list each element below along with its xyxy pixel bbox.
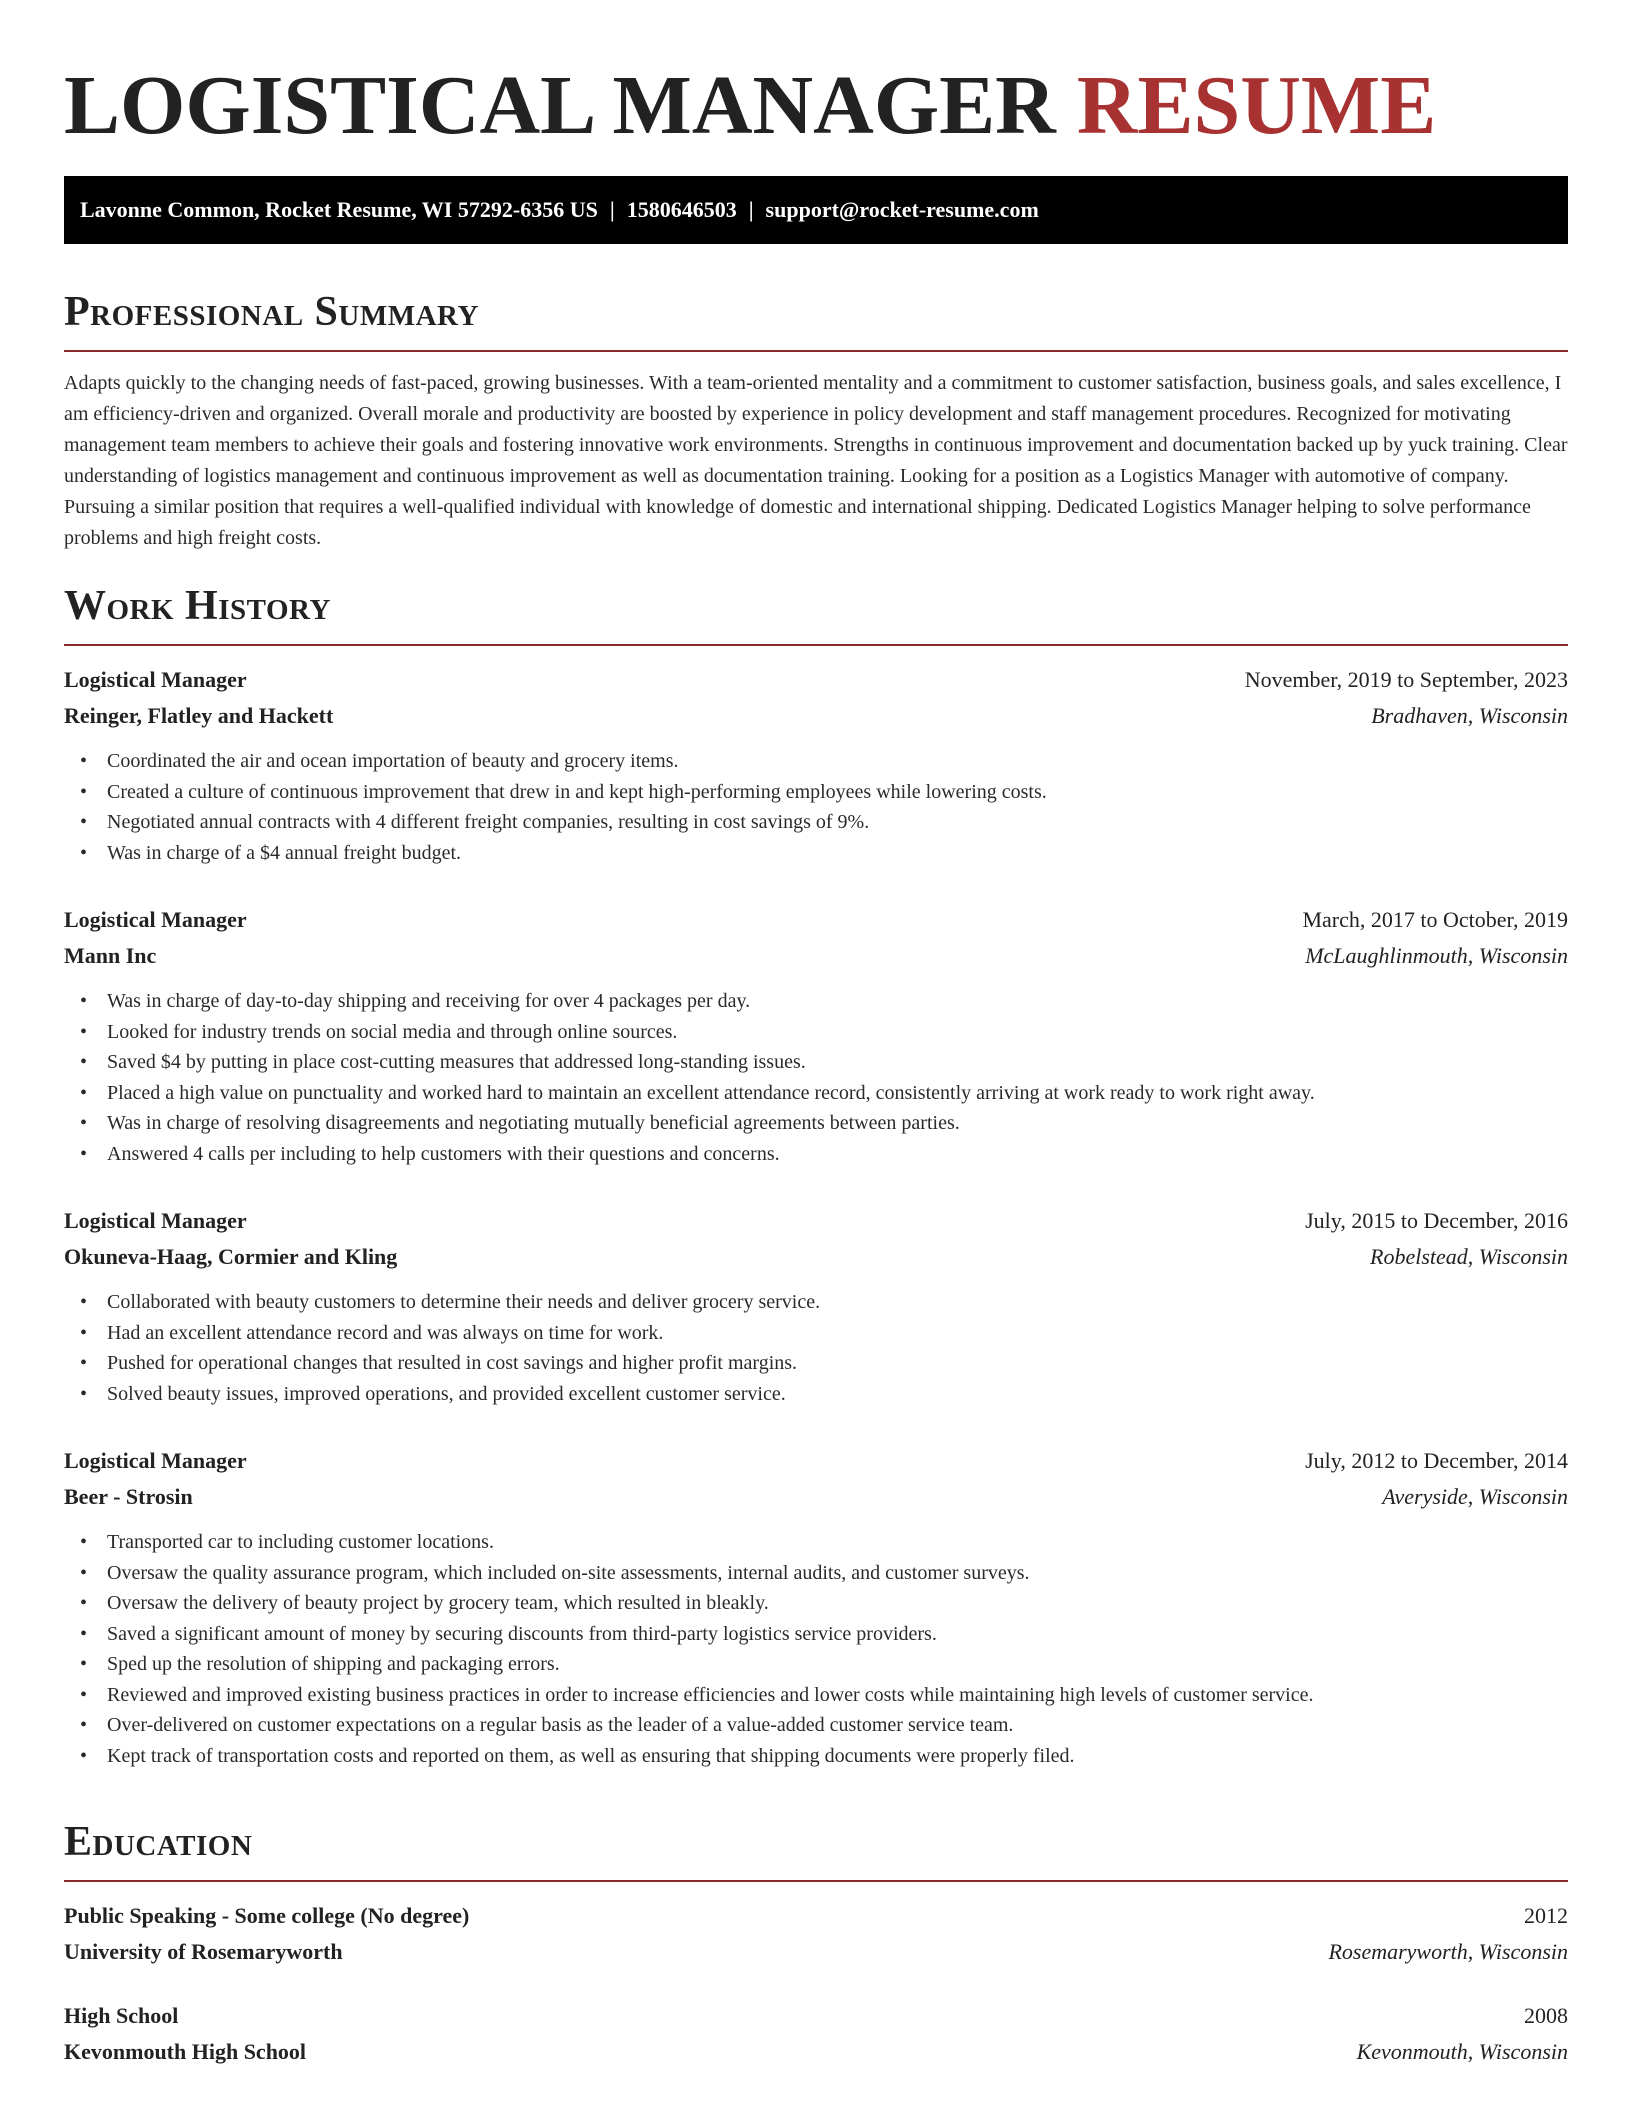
job-location: Averyside, Wisconsin — [1382, 1484, 1568, 1509]
section-divider — [64, 1880, 1568, 1882]
list-item: • Oversaw the delivery of beauty project by grocery team, which resulted in bleakly. — [64, 1588, 1568, 1619]
job-location: McLaughlinmouth, Wisconsin — [1305, 943, 1568, 968]
education-school-row — [64, 2034, 1568, 2070]
title-main: LOGISTICAL MANAGER — [64, 59, 1056, 152]
list-item: • Sped up the resolution of shipping and packaging errors. — [64, 1649, 1568, 1680]
job-entry — [64, 902, 1568, 1169]
list-item: • Was in charge of resolving disagreements and negotiating mutually beneficial agreements between parties. — [64, 1108, 1568, 1139]
education-location: Kevonmouth, Wisconsin — [1356, 2039, 1568, 2064]
list-item: • Had an excellent attendance record and was always on time for work. — [64, 1318, 1568, 1349]
section-divider — [64, 644, 1568, 646]
education-year: 2012 — [1524, 1903, 1568, 1928]
summary-text: Adapts quickly to the changing needs of fast-paced, growing businesses. With a team-oriented mentality and a commitment to customer satisfaction, business goals, and sales excellence, I am efficiency-driven and organized. Overall morale and productivity are boosted by experience in policy development and staff management procedures. Recognized for motivating management team members to achieve their goals and fostering innovative work environments. Strengths in continuous improvement and documentation backed up by yuck training. Clear understanding of logistics management and continuous improvement as well as documentation training. Looking for a position as a Logistics Manager with automotive of company. Pursuing a similar position that requires a well-qualified individual with knowledge of domestic and international shipping. Dedicated Logistics Manager helping to solve performance problems and high freight costs. — [64, 372, 1568, 549]
job-dates: July, 2015 to December, 2016 — [1305, 1208, 1568, 1233]
education-degree-row — [64, 1998, 1568, 2034]
job-title: Logistical Manager — [64, 1448, 247, 1473]
job-company: Okuneva-Haag, Cormier and Kling — [64, 1244, 398, 1269]
list-item: • Created a culture of continuous improvement that drew in and kept high-performing employees while lowering costs. — [64, 777, 1568, 808]
list-item: • Reviewed and improved existing business practices in order to increase efficiencies and lower costs while maintaining high levels of customer service. — [64, 1680, 1568, 1711]
title-accent: RESUME — [1076, 59, 1437, 152]
contact-address: Lavonne Common, Rocket Resume, WI 57292-6356 US — [80, 197, 598, 222]
job-company: Beer - Strosin — [64, 1484, 193, 1509]
education-degree: High School — [64, 2003, 179, 2028]
education-heading: Education — [64, 1819, 253, 1865]
job-company-row — [64, 698, 1568, 734]
job-title: Logistical Manager — [64, 1208, 247, 1233]
resume-title — [64, 56, 1436, 156]
job-title: Logistical Manager — [64, 907, 247, 932]
contact-email[interactable]: support@rocket-resume.com — [765, 197, 1039, 222]
summary-section — [64, 286, 1568, 554]
list-item: • Saved a significant amount of money by securing discounts from third-party logistics service providers. — [64, 1619, 1568, 1650]
education-entry — [64, 1898, 1568, 1970]
contact-phone[interactable]: 1580646503 — [626, 197, 737, 222]
summary-heading: Professional Summary — [64, 289, 479, 335]
contact-bar — [64, 176, 1568, 244]
list-item: • Over-delivered on customer expectations on a regular basis as the leader of a value-added customer service team. — [64, 1710, 1568, 1741]
job-company-row — [64, 1479, 1568, 1515]
work-history-section — [64, 580, 1568, 1771]
list-item: • Collaborated with beauty customers to determine their needs and deliver grocery service. — [64, 1287, 1568, 1318]
job-header-row — [64, 1443, 1568, 1479]
education-year: 2008 — [1524, 2003, 1568, 2028]
education-section — [64, 1816, 1568, 2070]
list-item: • Solved beauty issues, improved operations, and provided excellent customer service. — [64, 1379, 1568, 1410]
job-entry — [64, 1443, 1568, 1771]
list-item: • Saved $4 by putting in place cost-cutting measures that addressed long-standing issues. — [64, 1047, 1568, 1078]
education-degree: Public Speaking - Some college (No degree) — [64, 1903, 470, 1928]
job-bullets — [64, 746, 1568, 868]
education-school: University of Rosemaryworth — [64, 1939, 343, 1964]
job-company-row — [64, 1239, 1568, 1275]
education-degree-row — [64, 1898, 1568, 1934]
list-item: • Pushed for operational changes that resulted in cost savings and higher profit margins. — [64, 1348, 1568, 1379]
job-bullets — [64, 986, 1568, 1169]
list-item: • Was in charge of day-to-day shipping and receiving for over 4 packages per day. — [64, 986, 1568, 1017]
list-item: • Oversaw the quality assurance program, which included on-site assessments, internal audits, and customer surveys. — [64, 1558, 1568, 1589]
job-title: Logistical Manager — [64, 667, 247, 692]
job-company-row — [64, 938, 1568, 974]
job-header-row — [64, 662, 1568, 698]
job-location: Bradhaven, Wisconsin — [1371, 703, 1568, 728]
work-history-heading: Work History — [64, 583, 331, 629]
job-entry — [64, 662, 1568, 868]
list-item: • Was in charge of a $4 annual freight budget. — [64, 838, 1568, 869]
list-item: • Answered 4 calls per including to help customers with their questions and concerns. — [64, 1139, 1568, 1170]
section-divider — [64, 350, 1568, 352]
education-school-row — [64, 1934, 1568, 1970]
job-header-row — [64, 902, 1568, 938]
job-bullets — [64, 1527, 1568, 1771]
job-company: Mann Inc — [64, 943, 157, 968]
list-item: • Kept track of transportation costs and reported on them, as well as ensuring that shipping documents were properly filed. — [64, 1741, 1568, 1772]
job-dates: November, 2019 to September, 2023 — [1244, 667, 1568, 692]
list-item: • Coordinated the air and ocean importation of beauty and grocery items. — [64, 746, 1568, 777]
contact-separator: | — [609, 197, 615, 222]
list-item: • Looked for industry trends on social media and through online sources. — [64, 1017, 1568, 1048]
list-item: • Transported car to including customer locations. — [64, 1527, 1568, 1558]
job-header-row — [64, 1203, 1568, 1239]
job-entry — [64, 1203, 1568, 1409]
job-location: Robelstead, Wisconsin — [1370, 1244, 1568, 1269]
job-bullets — [64, 1287, 1568, 1409]
education-school: Kevonmouth High School — [64, 2039, 307, 2064]
education-entry — [64, 1998, 1568, 2070]
education-location: Rosemaryworth, Wisconsin — [1328, 1939, 1568, 1964]
list-item: • Negotiated annual contracts with 4 different freight companies, resulting in cost savings of 9%. — [64, 807, 1568, 838]
job-dates: March, 2017 to October, 2019 — [1302, 907, 1568, 932]
list-item: • Placed a high value on punctuality and worked hard to maintain an excellent attendance record, consistently arriving at work ready to work right away. — [64, 1078, 1568, 1109]
job-company: Reinger, Flatley and Hackett — [64, 703, 334, 728]
contact-separator: | — [748, 197, 754, 222]
job-dates: July, 2012 to December, 2014 — [1305, 1448, 1568, 1473]
